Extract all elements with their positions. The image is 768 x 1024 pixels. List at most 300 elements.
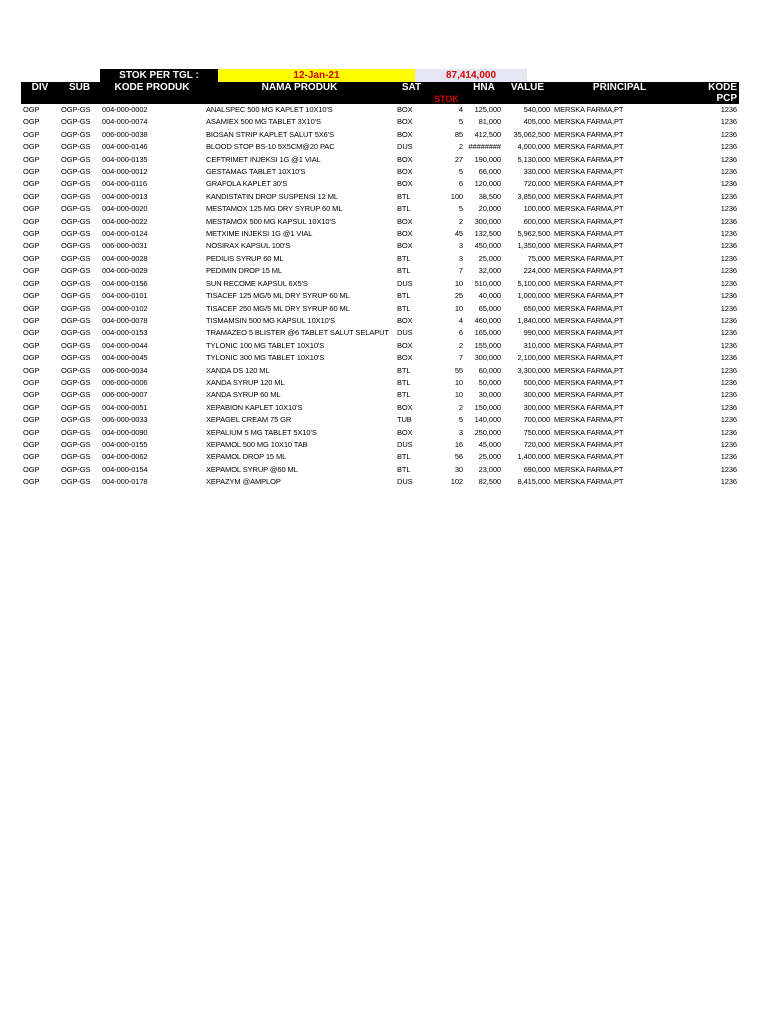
cell-value: 3,300,000 (517, 365, 550, 375)
table-row (21, 427, 739, 439)
cell-kode-pcp: 1236 (720, 353, 737, 363)
cell-sat: BTL (397, 390, 411, 400)
cell-nama-produk: MESTAMOX 500 MG KAPSUL 10X10'S (206, 216, 336, 226)
cell-stok: 10 (454, 377, 463, 387)
table-row (21, 154, 739, 166)
cell-sat: DUS (397, 278, 413, 288)
cell-nama-produk: XEPAGEL CREAM 75 GR (206, 415, 292, 425)
cell-principal: MERSKA FARMA,PT (554, 377, 624, 387)
cell-nama-produk: TISACEF 125 MG/5 ML DRY SYRUP 60 ML (206, 291, 350, 301)
cell-sub: OGP-GS (61, 477, 91, 487)
cell-kode-produk: 006-000-0006 (102, 377, 148, 387)
cell-sub: OGP-GS (61, 229, 91, 239)
cell-div: OGP (23, 154, 40, 164)
cell-div: OGP (23, 204, 40, 214)
cell-div: OGP (23, 415, 40, 425)
cell-stok: 16 (454, 439, 463, 449)
cell-principal: MERSKA FARMA,PT (554, 204, 624, 214)
cell-kode-pcp: 1236 (720, 315, 737, 325)
cell-kode-produk: 004-000-0020 (102, 204, 148, 214)
cell-kode-pcp: 1236 (720, 117, 737, 127)
cell-sat: BTL (397, 303, 411, 313)
cell-sub: OGP-GS (61, 278, 91, 288)
cell-stok: 2 (458, 402, 463, 412)
cell-div: OGP (23, 439, 40, 449)
cell-hna: 65,000 (478, 303, 501, 313)
cell-value: 540,000 (523, 105, 550, 114)
table-row (21, 365, 739, 377)
cell-kode-pcp: 1236 (720, 266, 737, 276)
cell-stok: 45 (454, 229, 463, 239)
table-body (21, 104, 739, 489)
cell-sub: OGP-GS (61, 427, 91, 437)
cell-kode-produk: 006-000-0033 (102, 415, 148, 425)
cell-stok: 2 (458, 142, 463, 152)
cell-sub: OGP-GS (61, 204, 91, 214)
cell-kode-produk: 004-000-0101 (102, 291, 148, 301)
cell-nama-produk: PEDIMIN DROP 15 ML (206, 266, 282, 276)
cell-nama-produk: CEFTRIMET INJEKSI 1G @1 VIAL (206, 154, 321, 164)
cell-principal: MERSKA FARMA,PT (554, 365, 624, 375)
cell-sat: DUS (397, 328, 413, 338)
cell-div: OGP (23, 452, 40, 462)
cell-value: 3,850,000 (517, 191, 550, 201)
cell-principal: MERSKA FARMA,PT (554, 291, 624, 301)
cell-value: 8,415,000 (517, 477, 550, 487)
cell-kode-produk: 004-000-0044 (102, 340, 148, 350)
cell-hna: 32,000 (478, 266, 501, 276)
cell-principal: MERSKA FARMA,PT (554, 278, 624, 288)
cell-principal: MERSKA FARMA,PT (554, 477, 624, 487)
cell-principal: MERSKA FARMA,PT (554, 154, 624, 164)
table-row (21, 476, 739, 488)
cell-nama-produk: NOSIRAX KAPSUL 100'S (206, 241, 291, 251)
cell-stok: 10 (454, 303, 463, 313)
cell-kode-produk: 004-000-0074 (102, 117, 148, 127)
cell-kode-pcp: 1236 (720, 129, 737, 139)
cell-kode-pcp: 1236 (720, 390, 737, 400)
cell-stok: 7 (458, 353, 463, 363)
cell-sat: DUS (397, 142, 413, 152)
cell-stok: 2 (458, 216, 463, 226)
stok-per-tgl-label: STOK PER TGL : (100, 69, 218, 82)
cell-kode-pcp: 1236 (720, 328, 737, 338)
cell-stok: 56 (454, 452, 463, 462)
cell-principal: MERSKA FARMA,PT (554, 452, 624, 462)
cell-sat: BOX (397, 154, 413, 164)
table-row (21, 278, 739, 290)
cell-kode-produk: 004-000-0078 (102, 315, 148, 325)
cell-sat: BTL (397, 452, 411, 462)
cell-nama-produk: TISMAMSIN 500 MG KAPSUL 10X10'S (206, 315, 335, 325)
cell-sat: BTL (397, 377, 411, 387)
table-row (21, 439, 739, 451)
cell-kode-produk: 004-000-0155 (102, 439, 148, 449)
cell-kode-produk: 006-000-0031 (102, 241, 148, 251)
cell-kode-pcp: 1236 (720, 179, 737, 189)
cell-kode-pcp: 1236 (720, 377, 737, 387)
cell-kode-pcp: 1236 (720, 167, 737, 177)
cell-sub: OGP-GS (61, 315, 91, 325)
cell-kode-produk: 004-000-0116 (102, 179, 147, 189)
cell-principal: MERSKA FARMA,PT (554, 266, 624, 276)
cell-stok: 102 (450, 477, 463, 487)
cell-principal: MERSKA FARMA,PT (554, 315, 624, 325)
cell-sat: BOX (397, 117, 413, 127)
cell-div: OGP (23, 179, 40, 189)
cell-nama-produk: XEPAMOL 500 MG 10X10 TAB (206, 439, 308, 449)
cell-sub: OGP-GS (61, 291, 91, 301)
cell-nama-produk: GRAFOLA KAPLET 30'S (206, 179, 288, 189)
cell-div: OGP (23, 328, 40, 338)
cell-hna: 40,000 (478, 291, 501, 301)
cell-sub: OGP-GS (61, 117, 91, 127)
cell-sat: BOX (397, 105, 413, 114)
cell-stok: 6 (458, 179, 463, 189)
cell-kode-pcp: 1236 (720, 253, 737, 263)
cell-hna: 460,000 (474, 315, 501, 325)
cell-nama-produk: XANDA SYRUP 60 ML (206, 390, 281, 400)
cell-sub: OGP-GS (61, 464, 91, 474)
table-row (21, 352, 739, 364)
cell-principal: MERSKA FARMA,PT (554, 427, 624, 437)
cell-sat: BTL (397, 365, 411, 375)
cell-sub: OGP-GS (61, 105, 91, 114)
cell-sub: OGP-GS (61, 129, 91, 139)
cell-stok: 3 (458, 253, 463, 263)
cell-nama-produk: XANDA SYRUP 120 ML (206, 377, 285, 387)
col-header-stok: STOK (434, 94, 459, 104)
cell-hna: 190,000 (474, 154, 501, 164)
col-header-nama-produk: NAMA PRODUK (261, 82, 338, 93)
cell-sat: TUB (397, 415, 412, 425)
cell-value: 720,000 (523, 179, 550, 189)
cell-div: OGP (23, 167, 40, 177)
table-row (21, 178, 739, 190)
cell-hna: 25,000 (478, 452, 501, 462)
cell-sub: OGP-GS (61, 390, 91, 400)
cell-hna: 300,000 (474, 353, 501, 363)
cell-nama-produk: XEPAZYM @AMPLOP (206, 477, 281, 487)
cell-value: 1,000,000 (517, 291, 550, 301)
table-row (21, 253, 739, 265)
cell-kode-produk: 004-000-0012 (102, 167, 148, 177)
cell-sat: BTL (397, 191, 411, 201)
cell-sat: BOX (397, 179, 413, 189)
cell-div: OGP (23, 377, 40, 387)
cell-hna: 81,000 (478, 117, 501, 127)
cell-sat: BOX (397, 340, 413, 350)
cell-div: OGP (23, 365, 40, 375)
cell-principal: MERSKA FARMA,PT (554, 439, 624, 449)
cell-sub: OGP-GS (61, 179, 91, 189)
cell-sub: OGP-GS (61, 402, 91, 412)
cell-nama-produk: ANALSPEC 500 MG KAPLET 10X10'S (206, 105, 333, 114)
cell-kode-pcp: 1236 (720, 340, 737, 350)
cell-sub: OGP-GS (61, 452, 91, 462)
cell-value: 720,000 (523, 439, 550, 449)
cell-kode-produk: 004-000-0029 (102, 266, 148, 276)
cell-sub: OGP-GS (61, 191, 91, 201)
cell-sat: BOX (397, 241, 413, 251)
cell-nama-produk: METXIME INJEKSI 1G @1 VIAL (206, 229, 313, 239)
report-date: 12-Jan-21 (218, 69, 415, 82)
cell-div: OGP (23, 229, 40, 239)
cell-kode-pcp: 1236 (720, 464, 737, 474)
table-row (21, 141, 739, 153)
cell-stok: 85 (454, 129, 463, 139)
cell-hna: 155,000 (474, 340, 501, 350)
cell-kode-produk: 004-000-0045 (102, 353, 148, 363)
table-row (21, 327, 739, 339)
cell-principal: MERSKA FARMA,PT (554, 179, 624, 189)
cell-nama-produk: BLOOD STOP BS-10 5X5CM@20 PAC (206, 142, 335, 152)
cell-kode-pcp: 1236 (720, 154, 737, 164)
cell-sat: DUS (397, 439, 413, 449)
col-header-sub: SUB (68, 82, 91, 93)
cell-kode-produk: 006-000-0034 (102, 365, 148, 375)
cell-hna: 30,000 (478, 390, 501, 400)
cell-div: OGP (23, 390, 40, 400)
cell-value: 310,000 (523, 340, 550, 350)
cell-div: OGP (23, 216, 40, 226)
cell-kode-pcp: 1236 (720, 402, 737, 412)
cell-div: OGP (23, 340, 40, 350)
cell-div: OGP (23, 241, 40, 251)
cell-div: OGP (23, 303, 40, 313)
cell-sat: BTL (397, 266, 411, 276)
cell-kode-pcp: 1236 (720, 142, 737, 152)
cell-sat: BOX (397, 216, 413, 226)
cell-stok: 10 (454, 278, 463, 288)
cell-sub: OGP-GS (61, 303, 91, 313)
cell-stok: 6 (458, 328, 463, 338)
cell-div: OGP (23, 353, 40, 363)
cell-value: 4,000,000 (517, 142, 550, 152)
cell-value: 100,000 (523, 204, 550, 214)
cell-sat: DUS (397, 477, 413, 487)
cell-hna: 20,000 (478, 204, 501, 214)
cell-principal: MERSKA FARMA,PT (554, 167, 624, 177)
cell-kode-produk: 004-000-0051 (102, 402, 148, 412)
cell-principal: MERSKA FARMA,PT (554, 328, 624, 338)
cell-principal: MERSKA FARMA,PT (554, 353, 624, 363)
cell-hna: 66,000 (478, 167, 501, 177)
cell-value: 1,400,000 (517, 452, 550, 462)
cell-kode-produk: 004-000-0062 (102, 452, 148, 462)
cell-nama-produk: XEPABION KAPLET 10X10'S (206, 402, 303, 412)
cell-hna: 120,000 (474, 179, 501, 189)
cell-principal: MERSKA FARMA,PT (554, 117, 624, 127)
cell-div: OGP (23, 402, 40, 412)
table-row (21, 340, 739, 352)
cell-stok: 4 (458, 315, 463, 325)
cell-div: OGP (23, 266, 40, 276)
cell-value: 700,000 (523, 415, 550, 425)
col-header-hna: HNA (473, 82, 495, 93)
cell-kode-produk: 004-000-0002 (102, 105, 148, 114)
cell-kode-pcp: 1236 (720, 216, 737, 226)
col-header-div: DIV (31, 82, 49, 93)
cell-principal: MERSKA FARMA,PT (554, 340, 624, 350)
cell-value: 600,000 (523, 216, 550, 226)
cell-kode-produk: 004-000-0022 (102, 216, 148, 226)
cell-kode-pcp: 1236 (720, 204, 737, 214)
table-row (21, 303, 739, 315)
cell-value: 2,100,000 (517, 353, 550, 363)
cell-sat: BTL (397, 291, 411, 301)
cell-nama-produk: XEPALIUM 5 MG TABLET 5X10'S (206, 427, 317, 437)
cell-principal: MERSKA FARMA,PT (554, 415, 624, 425)
cell-sub: OGP-GS (61, 439, 91, 449)
cell-sub: OGP-GS (61, 154, 91, 164)
cell-sat: BOX (397, 402, 413, 412)
cell-sat: BOX (397, 229, 413, 239)
cell-sub: OGP-GS (61, 241, 91, 251)
table-row (21, 216, 739, 228)
cell-nama-produk: MESTAMOX 125 MG DRY SYRUP 60 ML (206, 204, 343, 214)
cell-div: OGP (23, 117, 40, 127)
cell-principal: MERSKA FARMA,PT (554, 105, 624, 114)
cell-hna: 23,000 (478, 464, 501, 474)
cell-nama-produk: TISACEF 250 MG/5 ML DRY SYRUP 60 ML (206, 303, 350, 313)
cell-nama-produk: SUN RECOME KAPSUL 6X5'S (206, 278, 308, 288)
cell-kode-pcp: 1236 (720, 439, 737, 449)
cell-hna: 450,000 (474, 241, 501, 251)
cell-hna: 132,500 (474, 229, 501, 239)
cell-stok: 10 (454, 390, 463, 400)
cell-div: OGP (23, 253, 40, 263)
cell-div: OGP (23, 278, 40, 288)
cell-kode-produk: 004-000-0154 (102, 464, 148, 474)
cell-sub: OGP-GS (61, 216, 91, 226)
cell-value: 1,840,000 (517, 315, 550, 325)
cell-sat: BTL (397, 464, 411, 474)
table-row (21, 451, 739, 463)
cell-nama-produk: PEDILIS SYRUP 60 ML (206, 253, 284, 263)
cell-sat: BOX (397, 129, 413, 139)
table-row (21, 116, 739, 128)
cell-principal: MERSKA FARMA,PT (554, 241, 624, 251)
cell-value: 5,100,000 (517, 278, 550, 288)
cell-kode-pcp: 1236 (720, 452, 737, 462)
cell-value: 35,062,500 (513, 129, 550, 139)
cell-principal: MERSKA FARMA,PT (554, 402, 624, 412)
cell-sub: OGP-GS (61, 340, 91, 350)
cell-sub: OGP-GS (61, 377, 91, 387)
cell-stok: 5 (458, 167, 463, 177)
cell-value: 5,130,000 (517, 154, 550, 164)
cell-kode-pcp: 1236 (720, 427, 737, 437)
cell-div: OGP (23, 291, 40, 301)
table-row (21, 389, 739, 401)
cell-sub: OGP-GS (61, 328, 91, 338)
cell-sat: BTL (397, 204, 411, 214)
cell-kode-pcp: 1236 (720, 229, 737, 239)
cell-stok: 55 (454, 365, 463, 375)
cell-sub: OGP-GS (61, 266, 91, 276)
cell-kode-produk: 004-000-0178 (102, 477, 148, 487)
stock-table (21, 82, 739, 489)
cell-stok: 30 (454, 464, 463, 474)
col-header-kode-produk: KODE PRODUK (114, 82, 190, 93)
cell-principal: MERSKA FARMA,PT (554, 142, 624, 152)
cell-nama-produk: GESTAMAG TABLET 10X10'S (206, 167, 306, 177)
cell-value: 300,000 (523, 402, 550, 412)
cell-div: OGP (23, 315, 40, 325)
cell-principal: MERSKA FARMA,PT (554, 390, 624, 400)
cell-principal: MERSKA FARMA,PT (554, 464, 624, 474)
cell-kode-produk: 004-000-0090 (102, 427, 148, 437)
cell-stok: 3 (458, 241, 463, 251)
cell-div: OGP (23, 105, 40, 114)
cell-div: OGP (23, 427, 40, 437)
cell-value: 5,962,500 (517, 229, 550, 239)
cell-nama-produk: KANDISTATIN DROP SUSPENSI 12 ML (206, 191, 338, 201)
col-header-principal: PRINCIPAL (592, 82, 647, 93)
cell-value: 405,000 (523, 117, 550, 127)
cell-value: 1,350,000 (517, 241, 550, 251)
cell-sat: BOX (397, 353, 413, 363)
table-row (21, 402, 739, 414)
table-row (21, 315, 739, 327)
cell-hna: 125,000 (474, 105, 501, 114)
cell-stok: 5 (458, 204, 463, 214)
cell-stok: 27 (454, 154, 463, 164)
cell-kode-produk: 004-000-0146 (102, 142, 148, 152)
cell-value: 330,000 (523, 167, 550, 177)
cell-stok: 5 (458, 415, 463, 425)
table-row (21, 377, 739, 389)
cell-hna: 300,000 (474, 216, 501, 226)
cell-hna: 510,000 (474, 278, 501, 288)
cell-div: OGP (23, 142, 40, 152)
cell-nama-produk: ASAMIEX 500 MG TABLET 3X10'S (206, 117, 321, 127)
cell-sat: BTL (397, 253, 411, 263)
cell-value: 650,000 (523, 303, 550, 313)
cell-principal: MERSKA FARMA,PT (554, 303, 624, 313)
cell-hna: 412,500 (474, 129, 501, 139)
cell-kode-pcp: 1236 (720, 415, 737, 425)
cell-stok: 5 (458, 117, 463, 127)
cell-kode-pcp: 1236 (720, 191, 737, 201)
cell-kode-produk: 006-000-0038 (102, 129, 148, 139)
cell-kode-produk: 004-000-0102 (102, 303, 148, 313)
cell-value: 75,000 (527, 253, 550, 263)
cell-sub: OGP-GS (61, 365, 91, 375)
cell-hna: 60,000 (478, 365, 501, 375)
table-row (21, 240, 739, 252)
cell-nama-produk: TRAMAZEO 5 BLISTER @6 TABLET SALUT SELAPUT (206, 328, 389, 338)
cell-sat: BOX (397, 427, 413, 437)
cell-kode-pcp: 1236 (720, 241, 737, 251)
cell-nama-produk: XEPAMOL DROP 15 ML (206, 452, 287, 462)
table-row (21, 228, 739, 240)
cell-value: 500,000 (523, 377, 550, 387)
cell-kode-produk: 004-000-0028 (102, 253, 148, 263)
table-row (21, 203, 739, 215)
table-row (21, 464, 739, 476)
cell-kode-pcp: 1236 (720, 278, 737, 288)
cell-principal: MERSKA FARMA,PT (554, 253, 624, 263)
cell-hna: 150,000 (474, 402, 501, 412)
col-header-value: VALUE (510, 82, 545, 93)
cell-hna: 38,500 (478, 191, 501, 201)
cell-kode-pcp: 1236 (720, 303, 737, 313)
cell-nama-produk: XANDA DS 120 ML (206, 365, 270, 375)
cell-stok: 7 (458, 266, 463, 276)
cell-principal: MERSKA FARMA,PT (554, 229, 624, 239)
